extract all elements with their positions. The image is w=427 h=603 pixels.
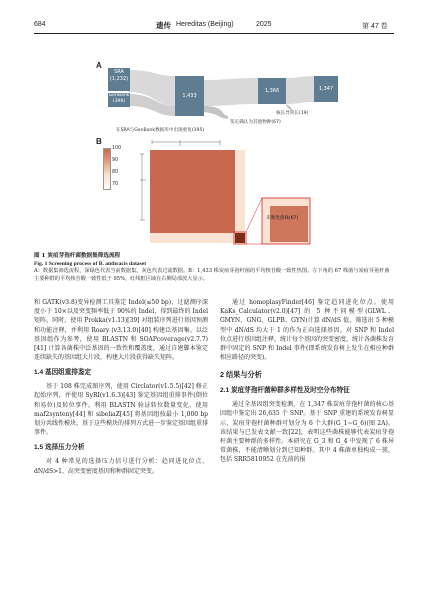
note-identified-other: 鉴定确认为其他物种(67) (230, 120, 281, 125)
page-number: 684 (34, 21, 46, 28)
genbank-label: GenBank (108, 93, 130, 98)
legend-tick-90: 90 (112, 158, 119, 163)
flow-merged-to-1366 (204, 78, 258, 106)
heatmap-main-block (150, 150, 245, 243)
heatmap-outlier-cluster-row (150, 233, 245, 243)
journal-logo: 遗传 (156, 21, 171, 30)
header-rule (34, 33, 394, 34)
heatmap-legend-bar (103, 148, 111, 190)
caption-en-title: Fig. 1 Screening process of B. anthracis dataset (34, 261, 147, 268)
legend-tick-100: 100 (112, 146, 122, 151)
unsuitable-strains-label: 未聚类菌株(67) (266, 216, 299, 221)
journal-name: Hereditas (Beijing) (176, 21, 234, 28)
right-column (220, 298, 394, 467)
flow-1366-to-1347 (286, 76, 314, 104)
volume-number: 第 47 卷 (362, 23, 388, 30)
zoom-strong-block (270, 206, 308, 242)
left-paragraph-1: 和 GATK(v3.8)变异检测工具鉴定 Indel(≤50 bp)，过滤测序深度小于 10×以及突变频率低于 90%的 Indel，得到最终的 Indel 矩阵。同时，使用 Prokka(v1.13)[39] 对组装序列进行基因预测和功能注释，并利用 Roary (v3.13.0)[40] 构建泛基因集。以泛基因组作为参考，使用 BLASTN 和 SOAPcoverage(v2.7.7)[41] 计算各菌株中泛基因的一致性和覆盖度，通过自建脚本鉴定连续缺失的基因组大片段，构建大片段获得缺失矩阵。 (34, 299, 208, 362)
flow-filtered-19 (286, 104, 292, 110)
note-duplicates: 在SRA与GenBank数据库中出现重复(195) (116, 128, 205, 133)
right-paragraph-2: 通过全基因组突变检测，在 1,347 株炭疽芽孢杆菌的核心基因组中鉴定出 26,635 个 SNP。基于 SNP 重建的系统发育树显示，炭疽芽孢杆菌种群可划分为 6 个大群(G_1~G_6)(图 2A)。该结果与已发表文献一致[22]，表明这些菌株能够代表炭疽芽孢杆菌主要种群的多样性。本研究在 G_3 和 G_4 中发现了 6 株异常菌株，不能清晰划分到已知种群。其中 4 株菌单独构成一簇，包括 SRR5810952 在先前的报 (220, 401, 394, 464)
section-1-4-heading: 1.4 基因组重排鉴定 (34, 369, 92, 377)
panel-a-label: A (96, 61, 102, 70)
sra-count: (1,232) (109, 75, 129, 82)
node-1366-count: 1,366 (264, 88, 280, 94)
right-paragraph-1: 通过 homoplasyFinder[46] 鉴定趋同进化位点。使用 KaKs_Calculator(v2.0)[47] 的 5 种不同模型(GLWL、GMYN、GNG、GLPB、GYN)计算 dN/dS 值，筛选出 5 种模型中 dN/dS 均大于 1 的作为正向选择基因。对 SNP 和 Indel 位点进行基因组注释，统计每个基因的突变密度，统计各菌株发育群中固定的 SNP 和 Indel 事件(即系统发育树上发生在相应种群相应路径的突变)。 (220, 299, 395, 362)
node-1347-box (314, 76, 338, 102)
note-low-quality: 核长异常长(19) (276, 111, 309, 116)
merged-box (175, 76, 204, 116)
journal-year: 2025 (256, 21, 272, 28)
merged-count: 1,433 (182, 93, 197, 99)
panel-b-label: B (96, 137, 102, 146)
genbank-count: (396) (112, 98, 126, 104)
legend-tick-70: 70 (112, 182, 119, 187)
ani-heatmap (140, 140, 340, 246)
sra-label: SRA (114, 69, 124, 75)
caption-body: A：数据集筛选流程，深绿色代表当前数据集，灰色代表过滤数据。B：1,433 株炭疽芽孢杆菌的平均核苷酸一致性热图。左下角的 67 株菌与炭疽芽孢杆菌主要种群的平均核苷酸一致性低于 95%，红线框区域在右侧局部放大显示。 (34, 268, 390, 282)
heatmap-outlier-cluster-col (235, 150, 245, 243)
node-1366-box (258, 78, 286, 104)
zoom-line-top (246, 198, 262, 232)
caption-zh-title: 图 1 炭疽芽孢杆菌数据集筛选流程 (34, 253, 121, 259)
legend-tick-80: 80 (112, 170, 119, 175)
flow-filtered-67 (204, 106, 228, 119)
figure-caption (34, 252, 394, 283)
sankey-flows (100, 66, 350, 136)
section-2-heading: 2 结果与分析 (220, 370, 262, 380)
left-paragraph-3: 对 4 种常见的选择压力信号进行分析：趋同进化位点、dN/dS>1、高突变密度基因和种群固定突变。 (34, 458, 208, 475)
sra-box (108, 68, 130, 91)
left-column (34, 298, 208, 478)
node-1347-count: 1,347 (318, 86, 334, 92)
section-2-1-heading: 2.1 炭疽芽孢杆菌种群多样性及时空分布特征 (220, 387, 350, 395)
section-1-5-heading: 1.5 选择压力分析 (34, 444, 85, 452)
genbank-box (108, 93, 130, 107)
heatmap-outlier-core (235, 233, 245, 243)
left-paragraph-2: 基于 108 株完成图序列，使用 Circlator(v1.5.5)[42] 修正起始序列，并使用 SyRI(v1.6.3)[43] 鉴定基因组重排事件(倒位和易位)及转位事件。利用 BLASTN 验证转位数量变化，使用 maf2synteny[44] 和 sibeliaZ[45] 将基因组按最小 1,000 bp 划分共线性模块，基于这些模块的排列方式进一步鉴定基因组重排事件。 (34, 383, 209, 437)
